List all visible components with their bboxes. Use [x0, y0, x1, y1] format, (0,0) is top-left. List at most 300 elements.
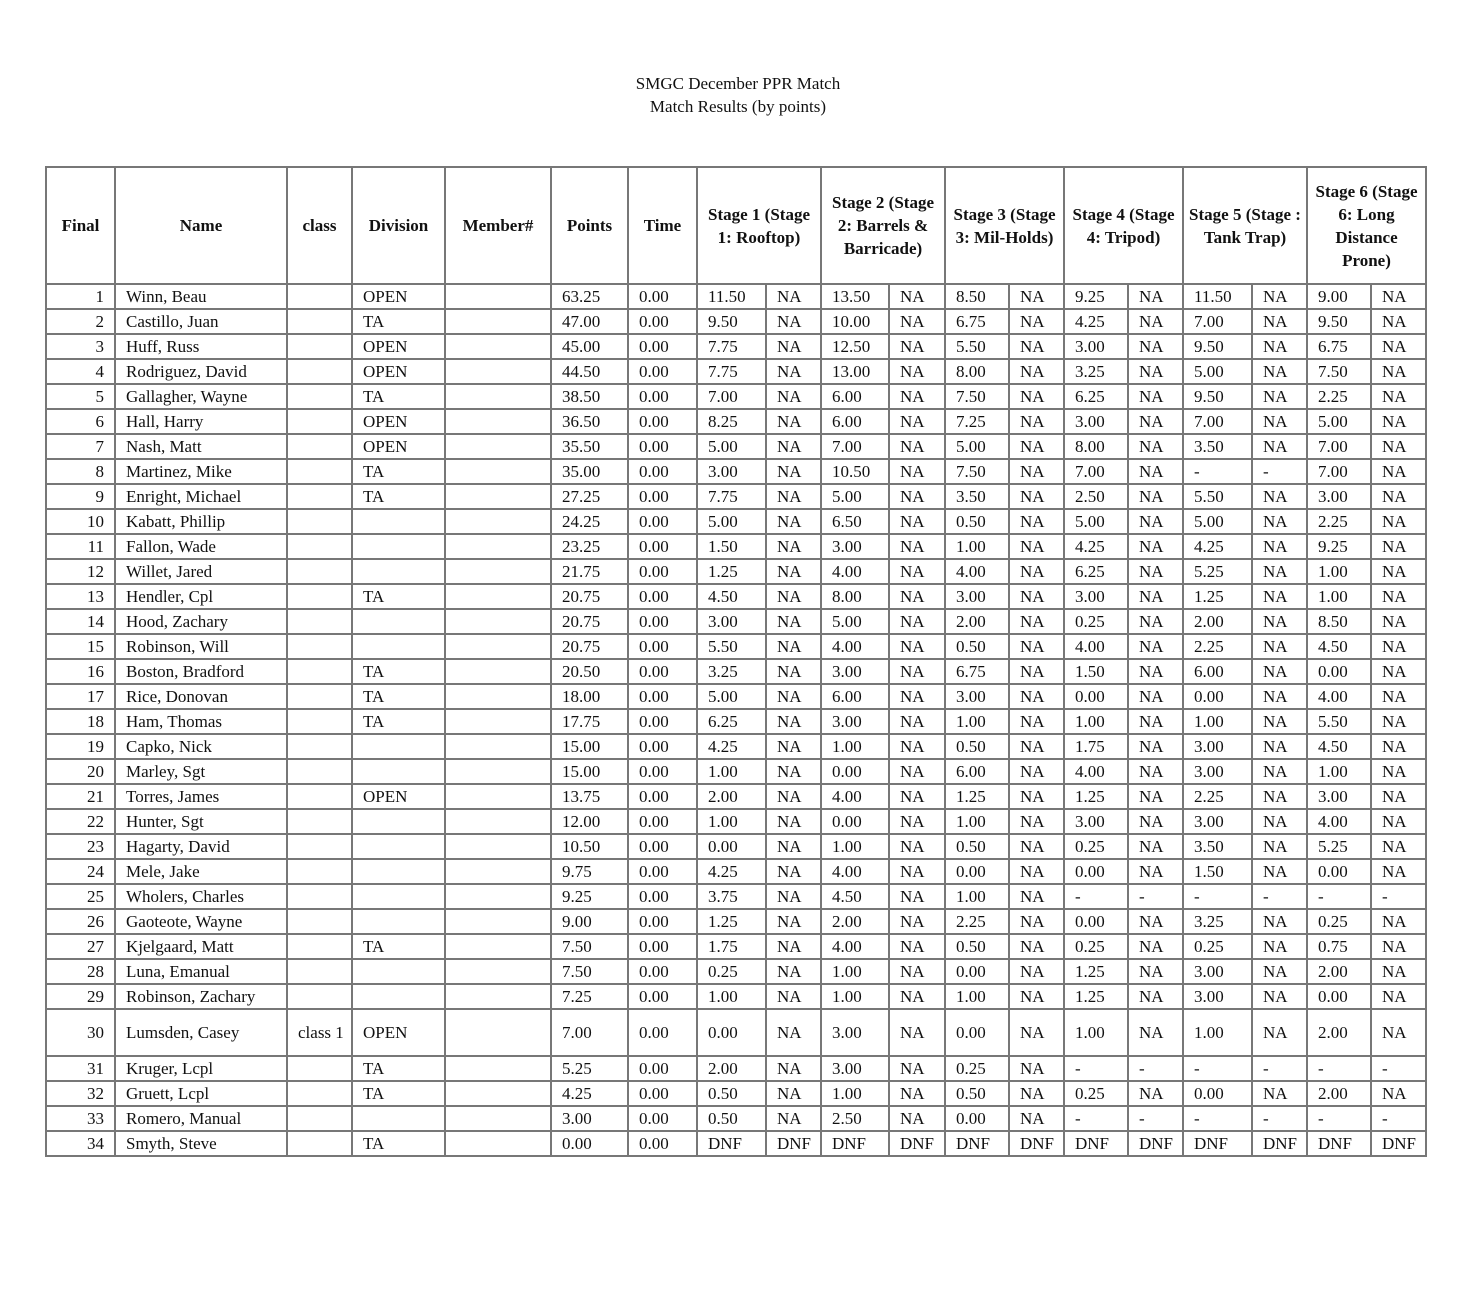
stage-score-cell: - [1307, 1106, 1371, 1131]
stage-time-cell: NA [1371, 909, 1426, 934]
page-subtitle: Match Results (by points) [649, 97, 827, 116]
stage-score-cell: 3.50 [945, 484, 1009, 509]
stage-time-cell: NA [1371, 334, 1426, 359]
stage-time-cell: NA [766, 559, 821, 584]
stage-time-cell: - [1128, 1056, 1183, 1081]
stage-score-cell: 4.50 [821, 884, 889, 909]
stage-time-cell: NA [889, 984, 945, 1009]
table-row [46, 709, 1426, 734]
division-cell: TA [352, 459, 445, 484]
final-cell: 3 [46, 334, 115, 359]
stage-score-cell: 5.00 [697, 684, 766, 709]
stage-time-cell: NA [1128, 859, 1183, 884]
name-cell: Luna, Emanual [115, 959, 287, 984]
division-cell [352, 959, 445, 984]
member-cell [445, 1009, 551, 1056]
name-cell: Torres, James [115, 784, 287, 809]
division-cell [352, 559, 445, 584]
final-cell: 11 [46, 534, 115, 559]
stage-score-cell: 2.00 [697, 1056, 766, 1081]
stage-time-cell: NA [766, 284, 821, 309]
stage-time-cell: NA [766, 459, 821, 484]
member-cell [445, 784, 551, 809]
points-cell: 9.00 [551, 909, 628, 934]
stage-score-cell: 12.50 [821, 334, 889, 359]
stage-score-cell: 9.50 [697, 309, 766, 334]
stage-score-cell: 1.00 [821, 1081, 889, 1106]
stage-time-cell: NA [1128, 809, 1183, 834]
table-row [46, 1131, 1426, 1156]
final-cell: 8 [46, 459, 115, 484]
stage-time-cell: NA [766, 859, 821, 884]
stage-time-cell: NA [889, 584, 945, 609]
stage-time-cell: NA [766, 609, 821, 634]
stage-time-cell: NA [1371, 484, 1426, 509]
col-stage-5: Stage 5 (Stage : Tank Trap) [1183, 167, 1307, 284]
stage-time-cell: NA [889, 1009, 945, 1056]
division-cell: TA [352, 584, 445, 609]
stage-time-cell: NA [1371, 934, 1426, 959]
stage-score-cell: 3.00 [1064, 809, 1128, 834]
name-cell: Hagarty, David [115, 834, 287, 859]
stage-time-cell: NA [1371, 584, 1426, 609]
stage-time-cell: NA [889, 1056, 945, 1081]
stage-score-cell: 0.00 [1183, 1081, 1252, 1106]
final-cell: 14 [46, 609, 115, 634]
division-cell: TA [352, 309, 445, 334]
stage-score-cell: 1.00 [1183, 1009, 1252, 1056]
stage-score-cell: 4.00 [821, 934, 889, 959]
stage-time-cell: NA [1128, 284, 1183, 309]
stage-time-cell: NA [889, 934, 945, 959]
stage-score-cell: 7.75 [697, 359, 766, 384]
stage-time-cell: NA [1371, 1009, 1426, 1056]
time-cell: 0.00 [628, 909, 697, 934]
stage-score-cell: 1.00 [945, 984, 1009, 1009]
class-cell [287, 559, 352, 584]
stage-score-cell: - [1183, 884, 1252, 909]
stage-time-cell: NA [766, 509, 821, 534]
stage-time-cell: DNF [766, 1131, 821, 1156]
name-cell: Martinez, Mike [115, 459, 287, 484]
stage-time-cell: NA [1252, 759, 1307, 784]
stage-time-cell: - [1252, 884, 1307, 909]
col-stage-3: Stage 3 (Stage 3: Mil-Holds) [945, 167, 1064, 284]
time-cell: 0.00 [628, 434, 697, 459]
stage-score-cell: 6.25 [1064, 384, 1128, 409]
table-row [46, 959, 1426, 984]
stage-score-cell: 4.00 [1307, 809, 1371, 834]
stage-score-cell: 7.00 [1183, 409, 1252, 434]
stage-score-cell: 1.00 [945, 809, 1009, 834]
stage-time-cell: NA [1252, 584, 1307, 609]
stage-time-cell: NA [766, 959, 821, 984]
member-cell [445, 534, 551, 559]
stage-score-cell: 1.75 [697, 934, 766, 959]
stage-score-cell: 5.00 [821, 609, 889, 634]
table-row [46, 1106, 1426, 1131]
stage-score-cell: 5.50 [1183, 484, 1252, 509]
table-row [46, 1009, 1426, 1056]
points-cell: 17.75 [551, 709, 628, 734]
stage-score-cell: DNF [1183, 1131, 1252, 1156]
stage-score-cell: - [1064, 884, 1128, 909]
stage-time-cell: NA [1009, 859, 1064, 884]
class-cell [287, 409, 352, 434]
stage-time-cell: NA [889, 909, 945, 934]
time-cell: 0.00 [628, 484, 697, 509]
points-cell: 4.25 [551, 1081, 628, 1106]
stage-score-cell: 8.50 [1307, 609, 1371, 634]
table-row [46, 284, 1426, 309]
stage-score-cell: 0.25 [697, 959, 766, 984]
stage-time-cell: DNF [1252, 1131, 1307, 1156]
stage-score-cell: 4.25 [697, 734, 766, 759]
stage-score-cell: 5.25 [1183, 559, 1252, 584]
stage-time-cell: NA [1252, 634, 1307, 659]
stage-score-cell: - [1064, 1056, 1128, 1081]
stage-score-cell: 3.00 [1064, 584, 1128, 609]
stage-time-cell: NA [1371, 1081, 1426, 1106]
stage-time-cell: NA [1371, 859, 1426, 884]
stage-time-cell: NA [1009, 834, 1064, 859]
stage-time-cell: NA [1371, 809, 1426, 834]
table-row [46, 1056, 1426, 1081]
stage-time-cell: NA [1009, 1056, 1064, 1081]
final-cell: 27 [46, 934, 115, 959]
stage-time-cell: NA [889, 609, 945, 634]
stage-score-cell: 3.00 [1307, 784, 1371, 809]
stage-score-cell: 3.00 [945, 684, 1009, 709]
stage-time-cell: NA [889, 409, 945, 434]
stage-score-cell: 6.25 [697, 709, 766, 734]
table-row [46, 359, 1426, 384]
stage-score-cell: 1.00 [945, 884, 1009, 909]
stage-score-cell: 0.25 [1064, 834, 1128, 859]
final-cell: 13 [46, 584, 115, 609]
stage-time-cell: NA [1371, 559, 1426, 584]
name-cell: Castillo, Juan [115, 309, 287, 334]
time-cell: 0.00 [628, 709, 697, 734]
class-cell [287, 959, 352, 984]
stage-score-cell: 6.00 [821, 409, 889, 434]
class-cell [287, 309, 352, 334]
stage-score-cell: 3.00 [1064, 334, 1128, 359]
division-cell [352, 509, 445, 534]
stage-time-cell: NA [1371, 709, 1426, 734]
stage-score-cell: 4.25 [1183, 534, 1252, 559]
division-cell: OPEN [352, 784, 445, 809]
member-cell [445, 459, 551, 484]
time-cell: 0.00 [628, 1081, 697, 1106]
member-cell [445, 634, 551, 659]
table-row [46, 584, 1426, 609]
division-cell: TA [352, 709, 445, 734]
stage-score-cell: 0.50 [697, 1081, 766, 1106]
stage-score-cell: 7.50 [945, 384, 1009, 409]
name-cell: Romero, Manual [115, 1106, 287, 1131]
final-cell: 1 [46, 284, 115, 309]
points-cell: 27.25 [551, 484, 628, 509]
stage-time-cell: NA [1009, 309, 1064, 334]
stage-score-cell: 6.00 [821, 684, 889, 709]
name-cell: Gallagher, Wayne [115, 384, 287, 409]
stage-score-cell: 1.25 [1183, 584, 1252, 609]
name-cell: Kruger, Lcpl [115, 1056, 287, 1081]
stage-score-cell: 7.50 [1307, 359, 1371, 384]
stage-score-cell: 0.25 [945, 1056, 1009, 1081]
points-cell: 36.50 [551, 409, 628, 434]
stage-time-cell: NA [1371, 534, 1426, 559]
stage-time-cell: NA [766, 909, 821, 934]
division-cell: TA [352, 684, 445, 709]
time-cell: 0.00 [628, 1056, 697, 1081]
stage-time-cell: NA [766, 534, 821, 559]
stage-time-cell: NA [1009, 609, 1064, 634]
table-row [46, 634, 1426, 659]
stage-time-cell: NA [1128, 334, 1183, 359]
division-cell: TA [352, 484, 445, 509]
table-row [46, 609, 1426, 634]
stage-time-cell: NA [1128, 434, 1183, 459]
division-cell: OPEN [352, 359, 445, 384]
col-stage-1: Stage 1 (Stage 1: Rooftop) [697, 167, 821, 284]
points-cell: 35.00 [551, 459, 628, 484]
stage-score-cell: 4.00 [821, 784, 889, 809]
name-cell: Robinson, Will [115, 634, 287, 659]
points-cell: 13.75 [551, 784, 628, 809]
member-cell [445, 809, 551, 834]
stage-score-cell: 1.00 [945, 709, 1009, 734]
stage-score-cell: 1.25 [945, 784, 1009, 809]
member-cell [445, 684, 551, 709]
stage-score-cell: 1.00 [1064, 709, 1128, 734]
name-cell: Hood, Zachary [115, 609, 287, 634]
stage-time-cell: NA [1371, 634, 1426, 659]
stage-time-cell: NA [1371, 309, 1426, 334]
stage-score-cell: 0.00 [1307, 984, 1371, 1009]
stage-time-cell: NA [1128, 534, 1183, 559]
stage-time-cell: NA [1252, 1081, 1307, 1106]
time-cell: 0.00 [628, 359, 697, 384]
points-cell: 5.25 [551, 1056, 628, 1081]
stage-score-cell: 0.00 [697, 1009, 766, 1056]
stage-time-cell: NA [1128, 384, 1183, 409]
final-cell: 29 [46, 984, 115, 1009]
stage-score-cell: 3.00 [821, 659, 889, 684]
member-cell [445, 859, 551, 884]
points-cell: 15.00 [551, 734, 628, 759]
stage-time-cell: - [1371, 1056, 1426, 1081]
stage-score-cell: 1.00 [697, 759, 766, 784]
class-cell [287, 659, 352, 684]
time-cell: 0.00 [628, 684, 697, 709]
name-cell: Gruett, Lcpl [115, 1081, 287, 1106]
stage-score-cell: 3.25 [1183, 909, 1252, 934]
stage-time-cell: NA [1128, 984, 1183, 1009]
stage-score-cell: 1.00 [945, 534, 1009, 559]
name-cell: Wholers, Charles [115, 884, 287, 909]
name-cell: Lumsden, Casey [115, 1009, 287, 1056]
final-cell: 2 [46, 309, 115, 334]
final-cell: 19 [46, 734, 115, 759]
name-cell: Robinson, Zachary [115, 984, 287, 1009]
table-row [46, 559, 1426, 584]
class-cell [287, 884, 352, 909]
stage-time-cell: NA [889, 509, 945, 534]
stage-time-cell: NA [766, 659, 821, 684]
time-cell: 0.00 [628, 959, 697, 984]
points-cell: 23.25 [551, 534, 628, 559]
stage-score-cell: 3.00 [1183, 984, 1252, 1009]
table-row [46, 434, 1426, 459]
stage-time-cell: NA [1252, 709, 1307, 734]
class-cell [287, 759, 352, 784]
stage-score-cell: 2.00 [1183, 609, 1252, 634]
table-row [46, 484, 1426, 509]
final-cell: 5 [46, 384, 115, 409]
stage-score-cell: - [1307, 1056, 1371, 1081]
stage-score-cell: 2.25 [1307, 384, 1371, 409]
member-cell [445, 584, 551, 609]
results-body [46, 284, 1426, 1156]
final-cell: 4 [46, 359, 115, 384]
name-cell: Winn, Beau [115, 284, 287, 309]
class-cell [287, 484, 352, 509]
class-cell [287, 509, 352, 534]
class-cell [287, 1106, 352, 1131]
col-final: Final [46, 167, 115, 284]
stage-score-cell: 5.00 [1307, 409, 1371, 434]
stage-score-cell: 4.00 [1064, 634, 1128, 659]
stage-score-cell: 8.50 [945, 284, 1009, 309]
stage-time-cell: NA [1128, 459, 1183, 484]
member-cell [445, 759, 551, 784]
stage-time-cell: NA [1009, 809, 1064, 834]
stage-time-cell: NA [766, 984, 821, 1009]
stage-score-cell: 4.25 [1064, 534, 1128, 559]
stage-score-cell: 0.00 [1064, 684, 1128, 709]
stage-time-cell: DNF [889, 1131, 945, 1156]
stage-time-cell: NA [1252, 559, 1307, 584]
stage-score-cell: 5.00 [1183, 359, 1252, 384]
stage-score-cell: 10.00 [821, 309, 889, 334]
stage-time-cell: NA [1128, 834, 1183, 859]
stage-time-cell: NA [1371, 359, 1426, 384]
stage-score-cell: 1.50 [1183, 859, 1252, 884]
points-cell: 38.50 [551, 384, 628, 409]
member-cell [445, 884, 551, 909]
stage-score-cell: 0.00 [945, 859, 1009, 884]
stage-score-cell: 6.00 [1183, 659, 1252, 684]
stage-time-cell: NA [766, 709, 821, 734]
stage-score-cell: 3.00 [1183, 734, 1252, 759]
division-cell [352, 1106, 445, 1131]
class-cell [287, 434, 352, 459]
stage-time-cell: NA [766, 934, 821, 959]
stage-score-cell: 0.25 [1183, 934, 1252, 959]
stage-score-cell: 2.00 [697, 784, 766, 809]
col-division: Division [352, 167, 445, 284]
stage-score-cell: 6.75 [1307, 334, 1371, 359]
stage-score-cell: 2.00 [1307, 959, 1371, 984]
points-cell: 45.00 [551, 334, 628, 359]
stage-time-cell: NA [766, 784, 821, 809]
member-cell [445, 284, 551, 309]
stage-score-cell: 2.00 [1307, 1081, 1371, 1106]
stage-time-cell: NA [766, 434, 821, 459]
final-cell: 23 [46, 834, 115, 859]
stage-score-cell: 4.00 [1307, 684, 1371, 709]
points-cell: 20.50 [551, 659, 628, 684]
class-cell [287, 709, 352, 734]
class-cell [287, 1081, 352, 1106]
stage-time-cell: NA [1252, 334, 1307, 359]
stage-score-cell: 5.50 [945, 334, 1009, 359]
stage-time-cell: NA [889, 1106, 945, 1131]
stage-time-cell: NA [1128, 909, 1183, 934]
stage-score-cell: 2.25 [1183, 634, 1252, 659]
time-cell: 0.00 [628, 334, 697, 359]
name-cell: Rodriguez, David [115, 359, 287, 384]
stage-score-cell: 7.00 [1307, 434, 1371, 459]
points-cell: 47.00 [551, 309, 628, 334]
stage-time-cell: NA [766, 359, 821, 384]
table-row [46, 759, 1426, 784]
stage-score-cell: 1.25 [697, 559, 766, 584]
time-cell: 0.00 [628, 409, 697, 434]
stage-score-cell: 4.00 [821, 634, 889, 659]
results-table [45, 166, 1427, 1157]
final-cell: 21 [46, 784, 115, 809]
stage-time-cell: NA [1009, 784, 1064, 809]
table-row [46, 1081, 1426, 1106]
stage-score-cell: 4.00 [1064, 759, 1128, 784]
stage-score-cell: 0.00 [697, 834, 766, 859]
class-cell [287, 634, 352, 659]
time-cell: 0.00 [628, 884, 697, 909]
stage-time-cell: NA [1252, 809, 1307, 834]
division-cell [352, 909, 445, 934]
stage-score-cell: 0.50 [945, 734, 1009, 759]
stage-score-cell: - [1307, 884, 1371, 909]
class-cell [287, 1056, 352, 1081]
points-cell: 12.00 [551, 809, 628, 834]
division-cell [352, 534, 445, 559]
stage-score-cell: 2.00 [1307, 1009, 1371, 1056]
time-cell: 0.00 [628, 734, 697, 759]
name-cell: Willet, Jared [115, 559, 287, 584]
points-cell: 35.50 [551, 434, 628, 459]
stage-time-cell: NA [1371, 834, 1426, 859]
class-cell [287, 334, 352, 359]
stage-time-cell: NA [766, 384, 821, 409]
stage-time-cell: NA [889, 859, 945, 884]
member-cell [445, 734, 551, 759]
time-cell: 0.00 [628, 584, 697, 609]
time-cell: 0.00 [628, 609, 697, 634]
time-cell: 0.00 [628, 859, 697, 884]
stage-score-cell: 3.00 [1183, 809, 1252, 834]
stage-time-cell: NA [1009, 384, 1064, 409]
final-cell: 7 [46, 434, 115, 459]
final-cell: 32 [46, 1081, 115, 1106]
stage-time-cell: NA [766, 809, 821, 834]
final-cell: 34 [46, 1131, 115, 1156]
stage-score-cell: 9.25 [1064, 284, 1128, 309]
stage-score-cell: 2.00 [821, 909, 889, 934]
stage-score-cell: 1.00 [821, 734, 889, 759]
